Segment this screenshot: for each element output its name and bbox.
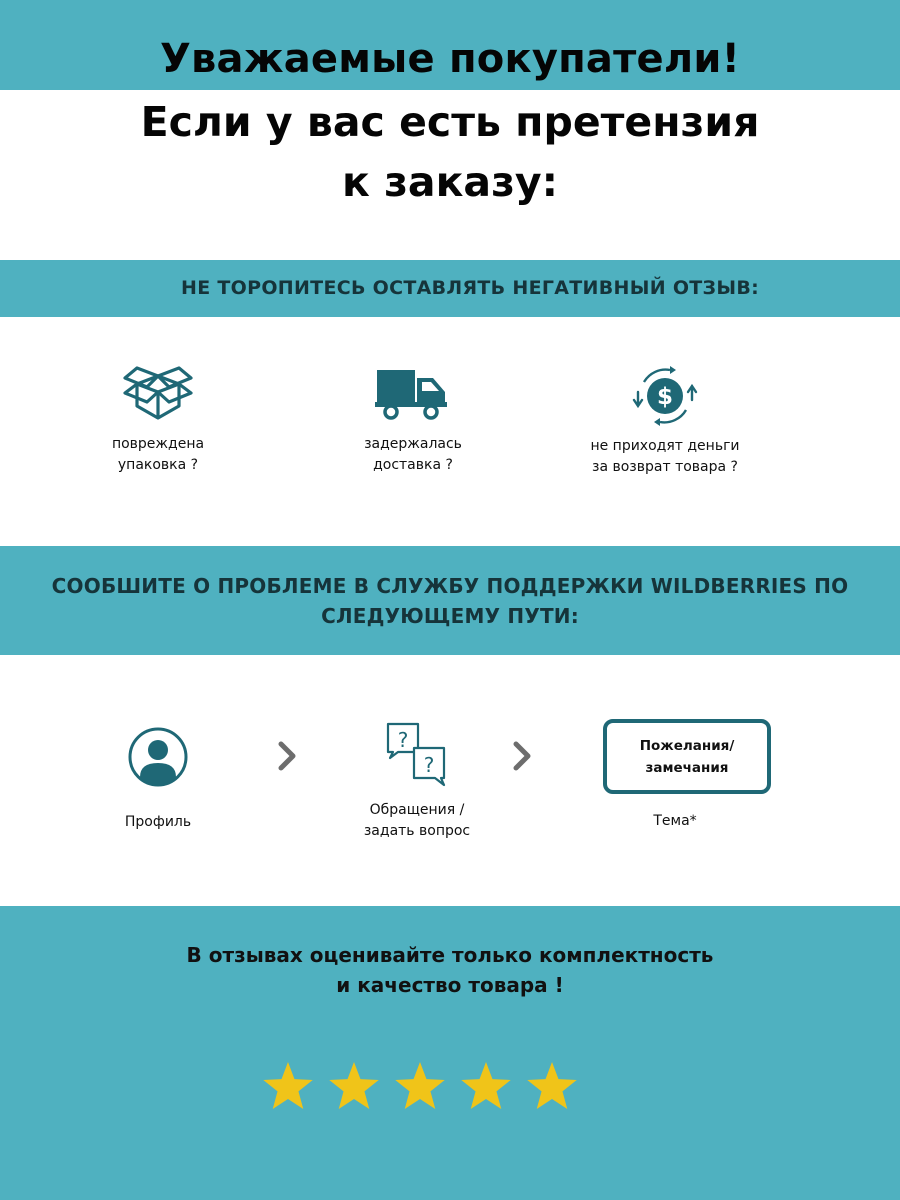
star-icon [263, 1062, 312, 1109]
topic-box-line2: замечания [645, 759, 729, 776]
step-label-line1: Обращения / [369, 802, 465, 818]
truck-icon [375, 360, 451, 424]
problem-delayed-delivery [303, 360, 523, 476]
chevron-right-icon [512, 740, 534, 772]
star-rating [255, 1058, 585, 1118]
problem-label-line1: не приходят деньги [590, 438, 740, 454]
problem-damaged-package [48, 360, 268, 476]
problem-label-line2: упаковка ? [117, 457, 199, 473]
problem-label-line2: за возврат товара ? [592, 459, 738, 475]
review-text-line2: и качество товара ! [336, 973, 564, 997]
warning-text: НЕ ТОРОПИТЕСЬ ОСТАВЛЯТЬ НЕГАТИВНЫЙ ОТЗЫВ: [181, 277, 759, 299]
review-text-line1: В отзывах оценивайте только комплектность [186, 943, 714, 967]
review-text [0, 940, 900, 1000]
step-label-line2: задать вопрос [363, 823, 471, 839]
refund-icon [630, 360, 700, 430]
support-text [0, 571, 900, 631]
step-profile [98, 726, 218, 833]
problem-refund-missing [555, 360, 775, 478]
star-icon [395, 1062, 444, 1109]
topic-box-line1: Пожелания/ [639, 737, 735, 754]
step-inquiries [352, 722, 482, 842]
svg-text:$: $ [656, 384, 674, 410]
step-topic [615, 811, 735, 832]
claim-heading-line1: Если у вас есть претензия [140, 98, 760, 146]
svg-text:?: ? [397, 728, 409, 752]
question-bubbles-icon [386, 722, 448, 788]
problem-label-line2: доставка ? [373, 457, 453, 473]
box-icon [121, 360, 195, 424]
step-label: Профиль [124, 814, 192, 830]
profile-icon [127, 726, 189, 788]
step-label: Тема* [653, 813, 697, 829]
claim-heading-line2: к заказу: [341, 158, 559, 206]
support-text-line1: СООБШИТЕ О ПРОБЛЕМЕ В СЛУЖБУ ПОДДЕРЖКИ WILDBERRIES ПО [51, 574, 849, 598]
support-text-line2: СЛЕДУЮЩЕМУ ПУТИ: [321, 604, 579, 628]
page-title: Уважаемые покупатели! [159, 36, 741, 82]
star-icon [461, 1062, 510, 1109]
svg-text:?: ? [423, 753, 435, 777]
star-icon [329, 1062, 378, 1109]
problem-label-line1: задержалась [364, 436, 462, 452]
chevron-right-icon [277, 740, 299, 772]
topic-option-box [603, 719, 771, 794]
star-icon [527, 1062, 576, 1109]
problem-label-line1: повреждена [111, 436, 205, 452]
